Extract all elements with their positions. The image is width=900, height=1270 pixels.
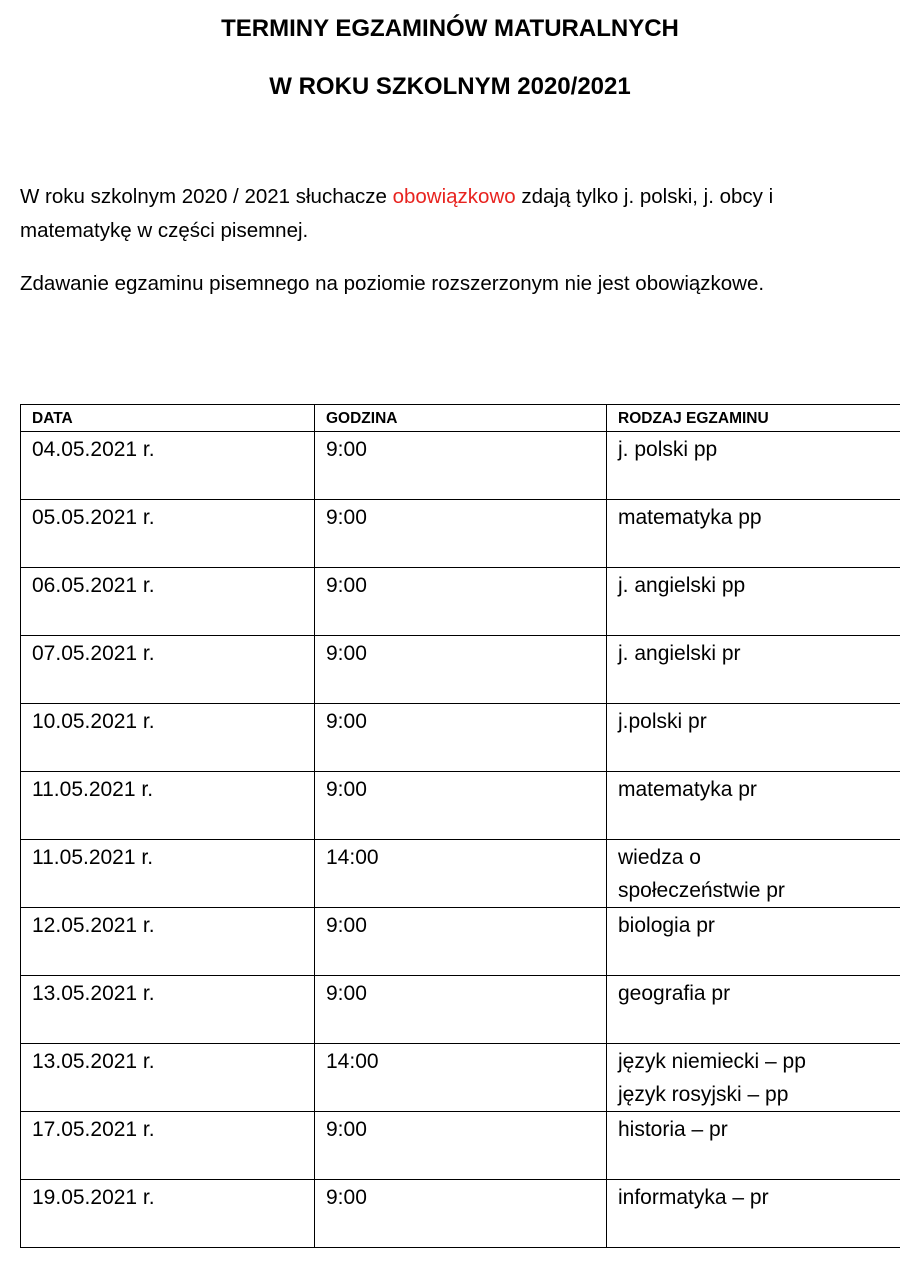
exam-line: społeczeństwie pr — [618, 879, 785, 902]
exam-line: j. angielski pp — [618, 574, 746, 597]
intro-paragraph-2: Zdawanie egzaminu pisemnego na poziomie rozszerzonym nie jest obowiązkowe. — [20, 272, 765, 295]
table-body — [21, 432, 900, 1248]
table-row — [21, 500, 900, 568]
cell-time: 9:00 — [315, 976, 607, 1044]
intro-emphasis: obowiązkowo — [392, 185, 516, 208]
cell-date: 10.05.2021 r. — [21, 704, 315, 772]
cell-exam — [607, 568, 900, 636]
table-row — [21, 568, 900, 636]
column-header-date: DATA — [21, 405, 315, 432]
cell-time: 14:00 — [315, 840, 607, 908]
cell-time: 9:00 — [315, 908, 607, 976]
exam-line: język rosyjski – pp — [618, 1083, 789, 1106]
cell-time: 9:00 — [315, 1180, 607, 1248]
intro-paragraph-1 — [20, 180, 880, 248]
cell-exam — [607, 1112, 900, 1180]
table-row — [21, 704, 900, 772]
cell-exam — [607, 500, 900, 568]
cell-exam — [607, 840, 900, 908]
table-row — [21, 1180, 900, 1248]
exam-schedule-table — [20, 404, 900, 1248]
cell-exam — [607, 1044, 900, 1112]
cell-exam — [607, 704, 900, 772]
cell-time: 9:00 — [315, 636, 607, 704]
cell-time: 9:00 — [315, 500, 607, 568]
table-row — [21, 1112, 900, 1180]
cell-date: 13.05.2021 r. — [21, 976, 315, 1044]
page-subtitle: W ROKU SZKOLNYM 2020/2021 — [269, 73, 631, 100]
cell-time: 9:00 — [315, 704, 607, 772]
intro-text-after: zdają tylko j. polski, j. obcy i matematykę w części pisemnej. — [20, 185, 774, 242]
table-row — [21, 908, 900, 976]
cell-date: 04.05.2021 r. — [21, 432, 315, 500]
cell-exam — [607, 432, 900, 500]
column-header-exam: RODZAJ EGZAMINU — [607, 405, 900, 432]
cell-time: 14:00 — [315, 1044, 607, 1112]
table-row — [21, 976, 900, 1044]
exam-line: wiedza o — [618, 846, 701, 869]
exam-line: j. polski pp — [618, 438, 718, 461]
cell-exam — [607, 908, 900, 976]
cell-exam — [607, 976, 900, 1044]
cell-exam — [607, 636, 900, 704]
table-header-row — [21, 405, 900, 432]
table-row — [21, 1044, 900, 1112]
table-row — [21, 840, 900, 908]
cell-time: 9:00 — [315, 568, 607, 636]
exam-line: matematyka pr — [618, 778, 757, 801]
column-header-time: GODZINA — [315, 405, 607, 432]
intro-text-before: W roku szkolnym 2020 / 2021 słuchacze — [20, 185, 393, 208]
page-title: TERMINY EGZAMINÓW MATURALNYCH — [221, 15, 679, 42]
cell-date: 17.05.2021 r. — [21, 1112, 315, 1180]
exam-line: biologia pr — [618, 914, 715, 937]
cell-exam — [607, 1180, 900, 1248]
cell-time: 9:00 — [315, 772, 607, 840]
exam-line: matematyka pp — [618, 506, 762, 529]
table-row — [21, 772, 900, 840]
exam-line: j. angielski pr — [618, 642, 741, 665]
cell-date: 12.05.2021 r. — [21, 908, 315, 976]
table-row — [21, 636, 900, 704]
exam-line: geografia pr — [618, 982, 731, 1005]
cell-date: 06.05.2021 r. — [21, 568, 315, 636]
cell-date: 19.05.2021 r. — [21, 1180, 315, 1248]
exam-line: j.polski pr — [618, 710, 707, 733]
exam-line: historia – pr — [618, 1118, 728, 1141]
cell-date: 05.05.2021 r. — [21, 500, 315, 568]
cell-time: 9:00 — [315, 1112, 607, 1180]
cell-date: 13.05.2021 r. — [21, 1044, 315, 1112]
cell-date: 07.05.2021 r. — [21, 636, 315, 704]
exam-line: informatyka – pr — [618, 1186, 769, 1209]
cell-date: 11.05.2021 r. — [21, 772, 315, 840]
cell-time: 9:00 — [315, 432, 607, 500]
exam-line: język niemiecki – pp — [618, 1050, 806, 1073]
table-row — [21, 432, 900, 500]
cell-exam — [607, 772, 900, 840]
cell-date: 11.05.2021 r. — [21, 840, 315, 908]
